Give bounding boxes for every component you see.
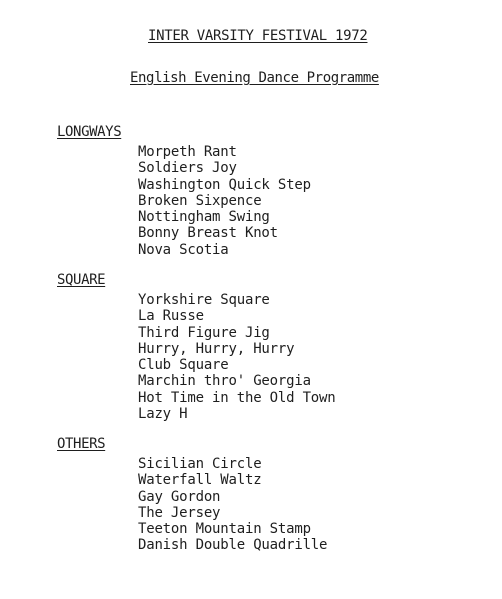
section-heading-others: OTHERS xyxy=(57,436,106,452)
dance-item: La Russe xyxy=(138,308,204,325)
dance-item: Waterfall Waltz xyxy=(138,472,262,489)
dance-list-longways xyxy=(138,144,487,258)
dance-item: Washington Quick Step xyxy=(138,176,311,193)
dance-item: Nova Scotia xyxy=(138,241,229,258)
dance-item: Soldiers Joy xyxy=(138,160,237,177)
document-title: INTER VARSITY FESTIVAL 1972 xyxy=(148,28,368,44)
dance-item: Morpeth Rant xyxy=(138,144,237,160)
dance-item: Bonny Breast Knot xyxy=(138,225,278,242)
dance-item: Hurry, Hurry, Hurry xyxy=(138,340,295,357)
section-heading-square: SQUARE xyxy=(57,272,106,288)
dance-item: Yorkshire Square xyxy=(138,292,270,308)
dance-list-others xyxy=(138,456,487,554)
dance-item: Nottingham Swing xyxy=(138,209,270,226)
dance-item: Marchin thro' Georgia xyxy=(138,373,311,390)
section-others xyxy=(57,436,487,554)
section-longways xyxy=(57,124,487,258)
dance-item: Sicilian Circle xyxy=(138,456,262,472)
dance-item: Broken Sixpence xyxy=(138,192,262,209)
dance-list-square xyxy=(138,292,487,422)
dance-item: Third Figure Jig xyxy=(138,324,270,341)
dance-item: Hot Time in the Old Town xyxy=(138,389,336,406)
section-square xyxy=(57,272,487,422)
dance-item: Club Square xyxy=(138,357,229,374)
dance-item: Danish Double Quadrille xyxy=(138,537,328,554)
dance-item: Gay Gordon xyxy=(138,488,221,505)
section-heading-longways: LONGWAYS xyxy=(57,124,122,140)
dance-item: Teeton Mountain Stamp xyxy=(138,521,311,538)
document-subtitle: English Evening Dance Programme xyxy=(130,70,379,86)
dance-item: Lazy H xyxy=(138,406,188,423)
dance-item: The Jersey xyxy=(138,504,221,521)
